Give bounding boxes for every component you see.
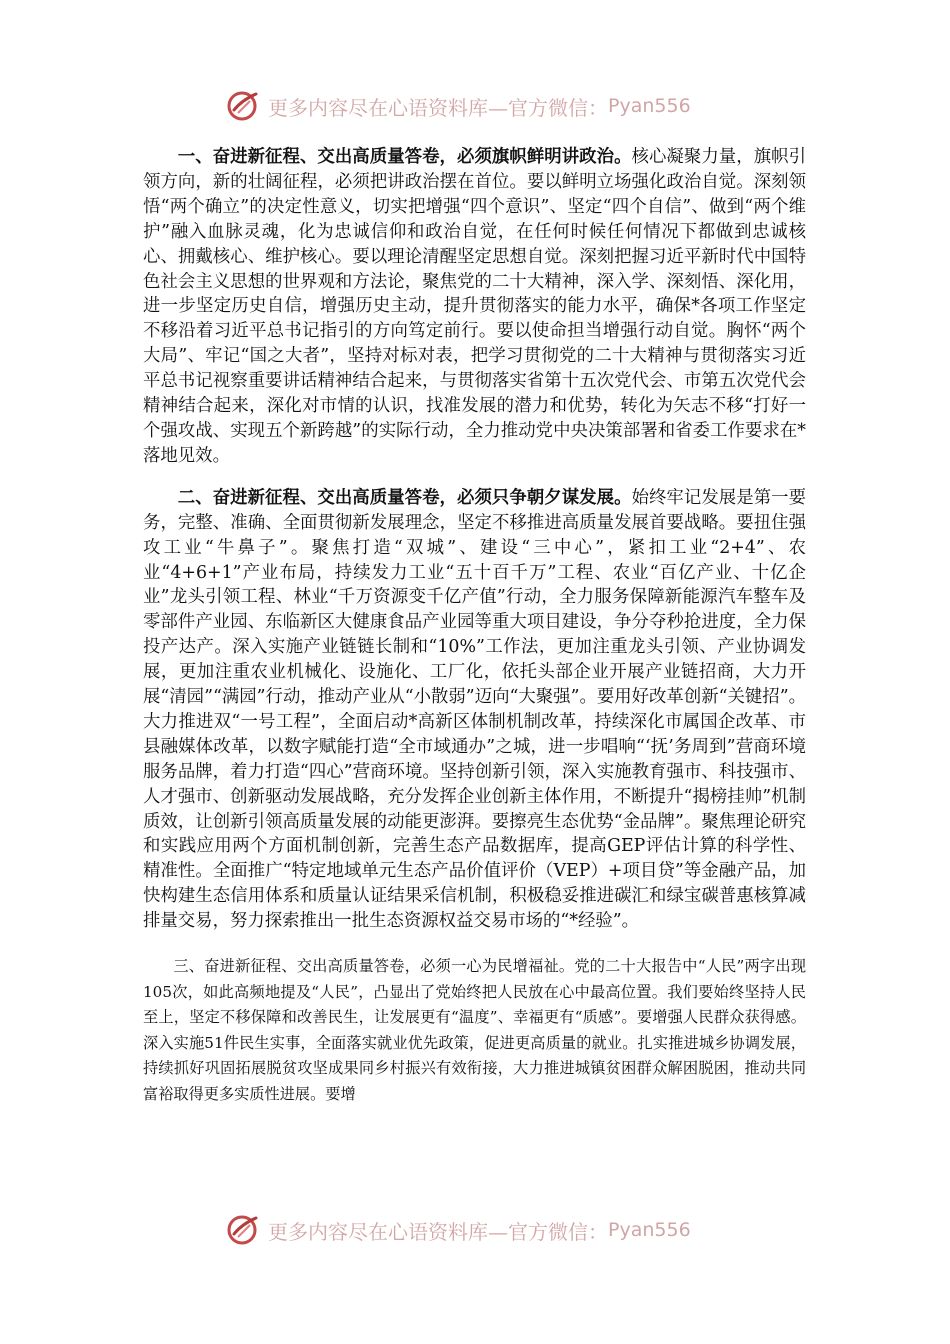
- paragraph-3: [143, 954, 806, 1107]
- header-watermark-banner: [226, 86, 746, 126]
- paragraph-2-heading: 二、奋进新征程、交出高质量答卷，必须只争朝夕谋发展。: [177, 487, 632, 508]
- paragraph-1-body: 核心凝聚力量，旗帜引领方向，新的壮阔征程，必须把讲政治摆在首位。要以鲜明立场强化政治自觉。深刻领悟“两个确立”的决定性意义，切实把增强“四个意识”、坚定“四个自信”、做到“两个维护”融入血脉灵魂，化为忠诚信仰和政治自觉，在任何时候任何情况下都做到忠诚核心、拥戴核心、维护核心。要以理论清醒坚定思想自觉。深刻把握习近平新时代中国特色社会主义思想的世界观和方法论，聚焦党的二十大精神，深入学、深刻悟、深化用，进一步坚定历史自信，增强历史主动，提升贯彻落实的能力水平，确保*各项工作坚定不移沿着习近平总书记指引的方向笃定前行。要以使命担当增强行动自觉。胸怀“两个大局”、牢记“国之大者”，坚持对标对表，把学习贯彻党的二十大精神与贯彻落实习近平总书记视察重要讲话精神结合起来，与贯彻落实省第十五次党代会、市第五次党代会精神结合起来，深化对市情的认识，找准发展的潜力和优势，转化为矢志不移“打好一个强攻战、实现五个新跨越”的实际行动，全力推动党中央决策部署和省委工作要求在*落地见效。: [143, 147, 806, 466]
- banner-wechat-id: Pyan556: [608, 95, 691, 117]
- heart-pen-logo-icon: [226, 1212, 262, 1248]
- banner-wechat-id: Pyan556: [608, 1219, 691, 1241]
- footer-watermark-banner: [226, 1210, 746, 1250]
- paragraph-1-heading: 一、奋进新征程、交出高质量答卷，必须旗帜鲜明讲政治。: [177, 147, 632, 167]
- paragraph-1: [143, 145, 806, 469]
- paragraph-2: [143, 486, 806, 934]
- heart-pen-logo-icon: [226, 88, 262, 124]
- banner-text: 更多内容尽在心语资料库—官方微信：: [268, 95, 608, 120]
- paragraph-3-body: 党的二十大报告中“人民”两字出现105次，如此高频地提及“人民”，凸显出了党始终把人民放在心中最高位置。我们要始终坚持人民至上，坚定不移保障和改善民生，让发展更有“温度”、幸福更有“质感”。要增强人民群众获得感。深入实施51件民生实事，全面落实就业优先政策，促进更高质量的就业。扎实推进城乡协调发展，持续抓好巩固拓展脱贫攻坚成果同乡村振兴有效衔接，大力推进城镇贫困群众解困脱困，推动共同富裕取得更多实质性进展。要增: [143, 957, 807, 1103]
- document-body: [143, 145, 806, 1107]
- paragraph-3-heading: 三、奋进新征程、交出高质量答卷，必须一心为民增福祉。: [173, 957, 575, 976]
- banner-text: 更多内容尽在心语资料库—官方微信：: [268, 1219, 608, 1244]
- paragraph-2-body: 始终牢记发展是第一要务，完整、准确、全面贯彻新发展理念，坚定不移推进高质量发展首要战略。要扭住强攻工业“牛鼻子”。聚焦打造“双城”、建设“三中心”，紧扣工业“2+4”、农业“4+6+1”产业布局，持续发力工业“五十百千万”工程、农业“百亿产业、十亿企业”龙头引领工程、林业“千万资源变千亿产值”行动，全力服务保障新能源汽车整车及零部件产业园、东临新区大健康食品产业园等重大项目建设，争分夺秒抢进度，全力保投产达产。深入实施产业链链长制和“10%”工作法，更加注重龙头引领、产业协调发展，更加注重农业机械化、设施化、工厂化，依托头部企业开展产业链招商，大力开展“清园”“满园”行动，推动产业从“小散弱”迈向“大聚强”。要用好改革创新“关键招”。大力推进双“一号工程”，全面启动*高新区体制机制改革，持续深化市属国企改革、市县融媒体改革，以数字赋能打造“全市域通办”之城，进一步唱响“‘抚’务周到”营商环境服务品牌，着力打造“四心”营商环境。坚持创新引领，深入实施教育强市、科技强市、人才强市、创新驱动发展战略，充分发挥企业创新主体作用，不断提升“揭榜挂帅”机制质效，让创新引领高质量发展的动能更澎湃。要擦亮生态优势“金品牌”。聚焦理论研究和实践应用两个方面机制创新，完善生态产品数据库，提高GEP评估计算的科学性、精准性。全面推广“特定地域单元生态产品价值评价（VEP）+项目贷”等金融产品，加快构建生态信用体系和质量认证结果采信机制，积极稳妥推进碳汇和绿宝碳普惠核算减排量交易，努力探索推出一批生态资源权益交易市场的“*经验”。: [143, 487, 806, 932]
